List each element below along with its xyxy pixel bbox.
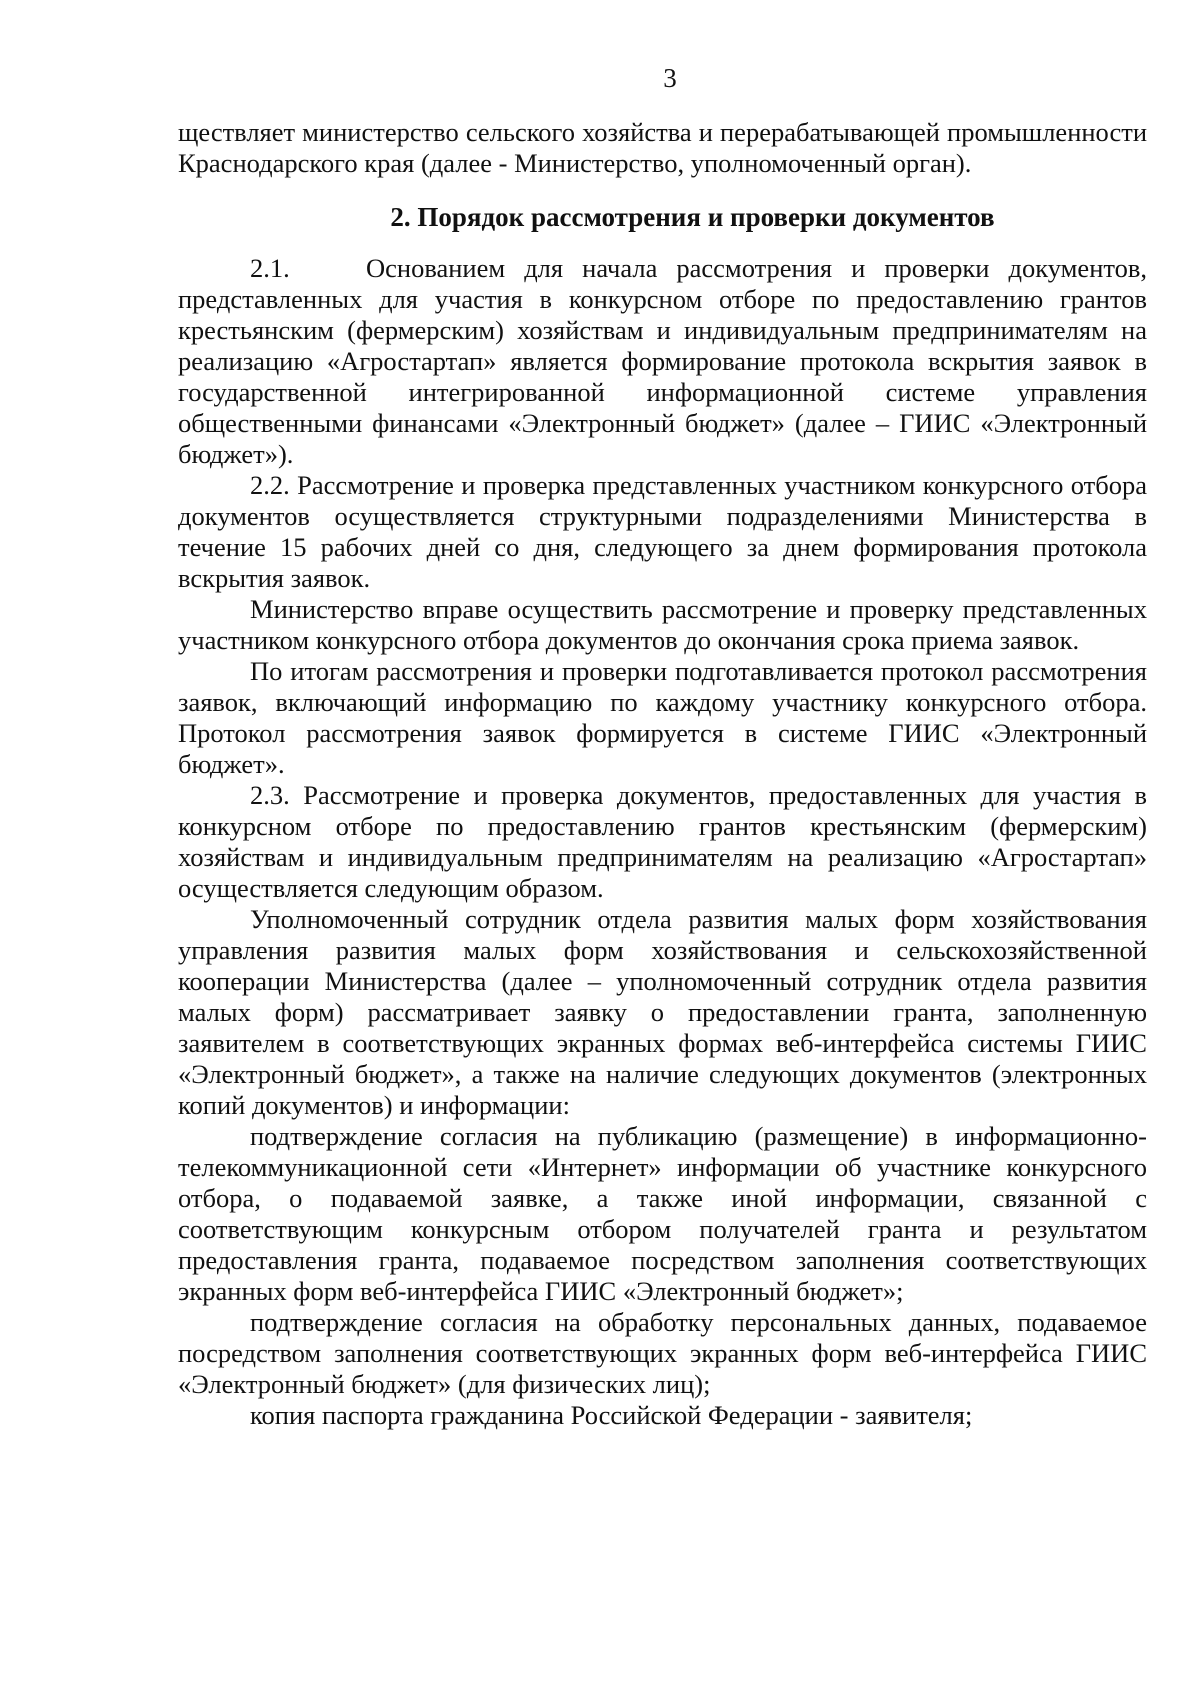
clause-number: 2.2. [250,470,290,500]
paragraph-consent-personal-data: подтверждение согласия на обработку персональных данных, подаваемое посредством заполнения соответствующих экранных форм веб-интерфейса ГИИС «Электронный бюджет» (для физических лиц); [178,1307,1147,1399]
clause-number: 2.1. [250,253,290,283]
paragraph-text: Рассмотрение и проверка представленных участником конкурсного отбора документов осуществляется структурными подразделениями Министерства в течение 15 рабочих дней со дня, следующего за днем формирования протокола вскрытия заявок. [178,470,1147,593]
paragraph-review-protocol: По итогам рассмотрения и проверки подготавливается протокол рассмотрения заявок, включающий информацию по каждому участнику конкурсного отбора. Протокол рассмотрения заявок формируется в системе ГИИС «Электронный бюджет». [178,656,1147,779]
paragraph-text: Рассмотрение и проверка документов, предоставленных для участия в конкурсном отборе по предоставлению грантов крестьянским (фермерским) хозяйствам и индивидуальным предпринимателям на реализацию «Агростартап» осуществляется следующим образом. [178,780,1147,903]
paragraph-consent-publication: подтверждение согласия на публикацию (размещение) в информационно-телекоммуникационной сети «Интернет» информации об участнике конкурсного отбора, о подаваемой заявке, а также иной информации, связанной с соответствующим конкурсным отбором получателей гранта и результатом предоставления гранта, подаваемое посредством заполнения соответствующих экранных форм веб-интерфейса ГИИС «Электронный бюджет»; [178,1121,1147,1306]
paragraph-2-2 [178,470,1147,594]
paragraph-early-review: Министерство вправе осуществить рассмотрение и проверку представленных участником конкурсного отбора документов до окончания срока приема заявок. [178,594,1147,655]
paragraph-text: Основанием для начала рассмотрения и проверки документов, представленных для участия в конкурсном отборе по предоставлению грантов крестьянским (фермерским) хозяйствам и индивидуальным предпринимателям на реализацию «Агростартап» является формирование протокола вскрытия заявок в государственной интегрированной информационной системе управления общественными финансами «Электронный бюджет» (далее – ГИИС «Электронный бюджет»). [178,253,1147,469]
paragraph-authorized-employee: Уполномоченный сотрудник отдела развития малых форм хозяйствования управления развития малых форм хозяйствования и сельскохозяйственной кооперации Министерства (далее – уполномоченный сотрудник отдела развития малых форм) рассматривает заявку о предоставлении гранта, заполненную заявителем в соответствующих экранных формах веб-интерфейса системы ГИИС «Электронный бюджет», а также на наличие следующих документов (электронных копий документов) и информации: [178,904,1147,1120]
paragraph-2-1 [178,253,1147,470]
section-heading: 2. Порядок рассмотрения и проверки документов [390,202,995,232]
page-number: 3 [663,63,677,93]
intro-paragraph: ществляет министерство сельского хозяйства и перерабатывающей промышленности Краснодарского края (далее - Министерство, уполномоченный орган). [178,117,1147,178]
paragraph-2-3 [178,780,1147,904]
document-body [178,117,1147,1431]
clause-number: 2.3. [250,780,290,810]
paragraph-passport-copy: копия паспорта гражданина Российской Федерации - заявителя; [250,1400,973,1430]
